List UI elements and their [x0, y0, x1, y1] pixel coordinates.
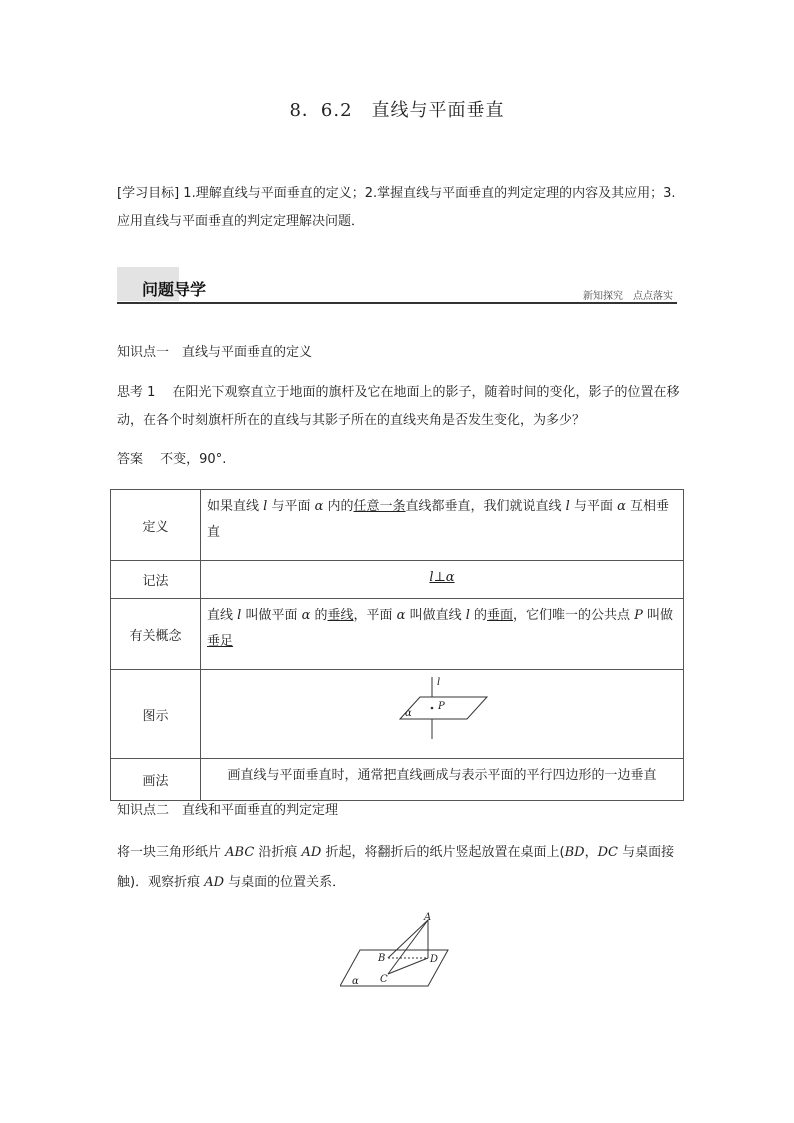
definition-table	[110, 489, 684, 801]
table-row	[111, 759, 684, 801]
answer	[117, 446, 682, 474]
answer-label: 答案	[117, 452, 144, 467]
label-alpha-2: α	[352, 976, 359, 987]
table-row	[111, 599, 684, 670]
edge-ab	[388, 920, 428, 958]
fold-instruction: 将一块三角形纸片 ABC 沿折痕 AD 折起，将翻折后的纸片竖起放置在桌面上(BD，DC 与桌面接触)．观察折痕 AD 与桌面的位置关系．	[117, 845, 675, 890]
section-divider	[117, 302, 677, 304]
concept-head: 有关概念	[111, 599, 201, 670]
goals-text: 1.理解直线与平面垂直的定义；2.掌握直线与平面垂直的判定定理的内容及其应用；3.应用直线与平面垂直的判定定理解决问题．	[117, 186, 676, 229]
section-title: 问题导学	[142, 280, 207, 299]
section-subtitle: 新知探究 点点落实	[583, 291, 673, 302]
label-b: B	[378, 953, 386, 964]
table-row	[111, 670, 684, 759]
concept-cell: 直线 l 叫做平面 α 的垂线，平面 α 叫做直线 l 的垂面，它们唯一的公共点 P 叫做垂足	[201, 599, 684, 670]
think-1-text: 在阳光下观察直立于地面的旗杆及它在地面上的影子，随着时间的变化，影子的位置在移动，在各个时刻旗杆所在的直线与其影子所在的直线夹角是否发生变化，为多少？	[117, 385, 680, 428]
think-1-label: 思考 1	[117, 385, 156, 400]
label-l: l	[437, 677, 441, 688]
page-title: 8．6.2 直线与平面垂直	[289, 100, 505, 121]
knowledge-point-2-heading: 知识点二 直线和平面垂直的判定定理	[117, 803, 339, 818]
label-d: D	[430, 954, 439, 965]
table-row	[111, 561, 684, 599]
figure-cell	[201, 670, 684, 759]
label-p: P	[438, 701, 445, 712]
label-alpha: α	[405, 708, 412, 719]
draw-head: 画法	[111, 759, 201, 801]
label-c: C	[380, 974, 388, 985]
notation-head: 记法	[111, 561, 201, 599]
section-header	[117, 267, 677, 305]
notation-value: l⊥α	[429, 570, 455, 585]
goals-label: [学习目标]	[117, 186, 180, 201]
knowledge-point-1-heading: 知识点一 直线与平面垂直的定义	[117, 345, 313, 360]
table-row	[111, 490, 684, 561]
underlined-any: 任意一条	[353, 499, 406, 514]
line-perpendicular-plane-figure	[392, 673, 492, 743]
folded-triangle-figure	[340, 908, 452, 992]
draw-cell: 画直线与平面垂直时，通常把直线画成与表示平面的平行四边形的一边垂直	[201, 759, 684, 801]
notation-cell	[201, 561, 684, 599]
answer-text: 不变，90°.	[160, 452, 227, 467]
foot-point	[431, 707, 434, 710]
think-1	[117, 379, 682, 435]
figure-head: 图示	[111, 670, 201, 759]
definition-cell: 如果直线 l 与平面 α 内的任意一条直线都垂直，我们就说直线 l 与平面 α 互相垂直	[201, 490, 684, 561]
label-a: A	[424, 912, 432, 923]
definition-head: 定义	[111, 490, 201, 561]
learning-goals	[117, 180, 682, 236]
